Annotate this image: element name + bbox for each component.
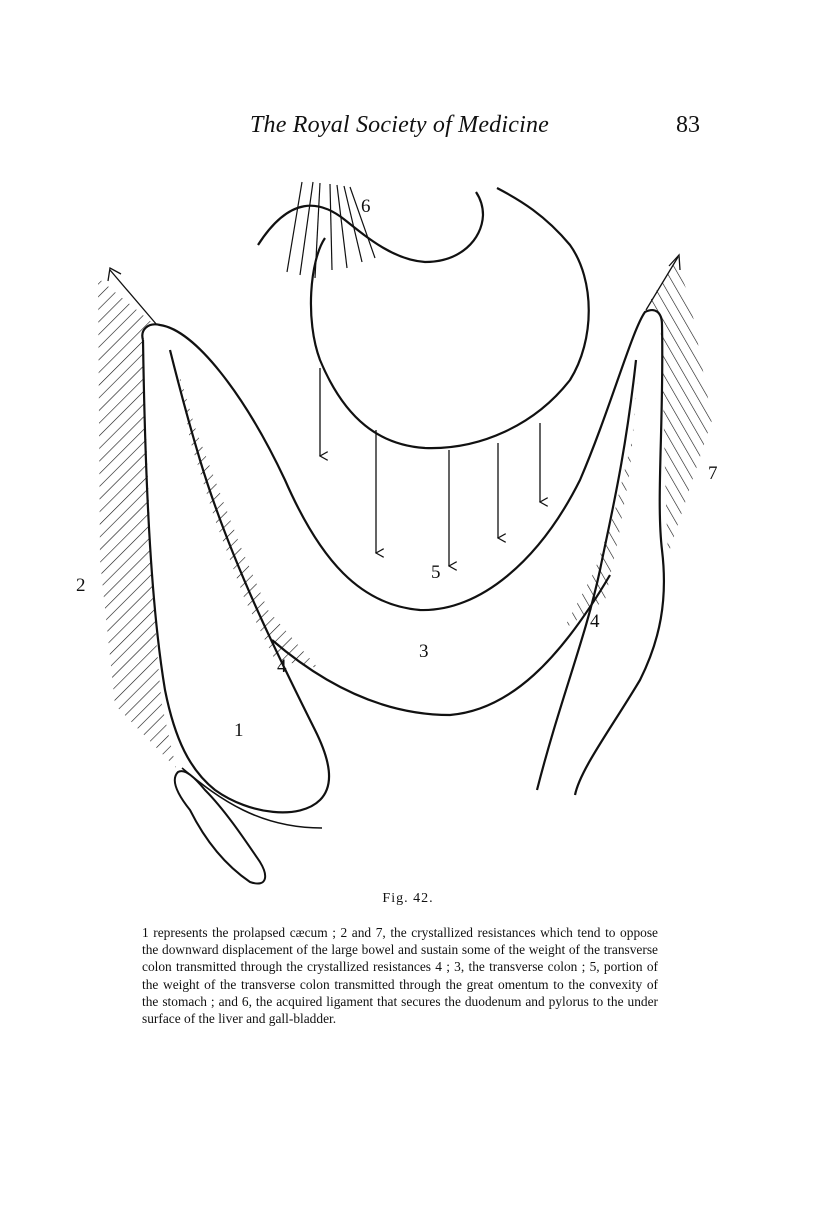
colon-lower-border (272, 575, 610, 715)
resistance-2-hatch (98, 278, 176, 768)
large-bowel-outline (142, 310, 664, 795)
pylorus-curve (258, 192, 483, 262)
label-7: 7 (708, 463, 718, 484)
running-head (0, 112, 816, 146)
label-3: 3 (419, 641, 429, 662)
figure-caption-title: Fig. 42. (382, 891, 434, 906)
figure-svg (0, 160, 816, 890)
label-4-right: 4 (590, 611, 600, 632)
appendix-fold (182, 768, 322, 828)
journal-title: The Royal Society of Medicine (250, 112, 550, 138)
anatomical-figure (0, 160, 816, 890)
label-5: 5 (431, 562, 441, 583)
page-number: 83 (676, 112, 700, 138)
weight-arrows-5 (320, 368, 540, 566)
label-6: 6 (361, 196, 371, 217)
appendix-outline (175, 771, 265, 883)
resistance-4-left-hatch (178, 370, 318, 668)
figure-caption-text: 1 represents the prolapsed cæcum ; 2 and 7, the crystallized resistances which tend to oppose the downward displacement of the large bowel and sustain some of the weight of the transverse colon transmitted through the crystallized resistances 4 ; 3, the transverse colon ; 5, portion of the weight of the transverse colon transmitted through the great omentum to the convexity of the stomach ; and 6, the acquired ligament that secures the duodenum and pylorus to the under surface of the liver and gall-bladder. (142, 925, 658, 1027)
colon-right-descending (537, 360, 636, 790)
label-1: 1 (234, 720, 244, 741)
label-2: 2 (76, 575, 86, 596)
caecum-outline (143, 340, 329, 812)
resistance-7-hatch (646, 260, 712, 555)
label-4-left: 4 (277, 656, 287, 677)
